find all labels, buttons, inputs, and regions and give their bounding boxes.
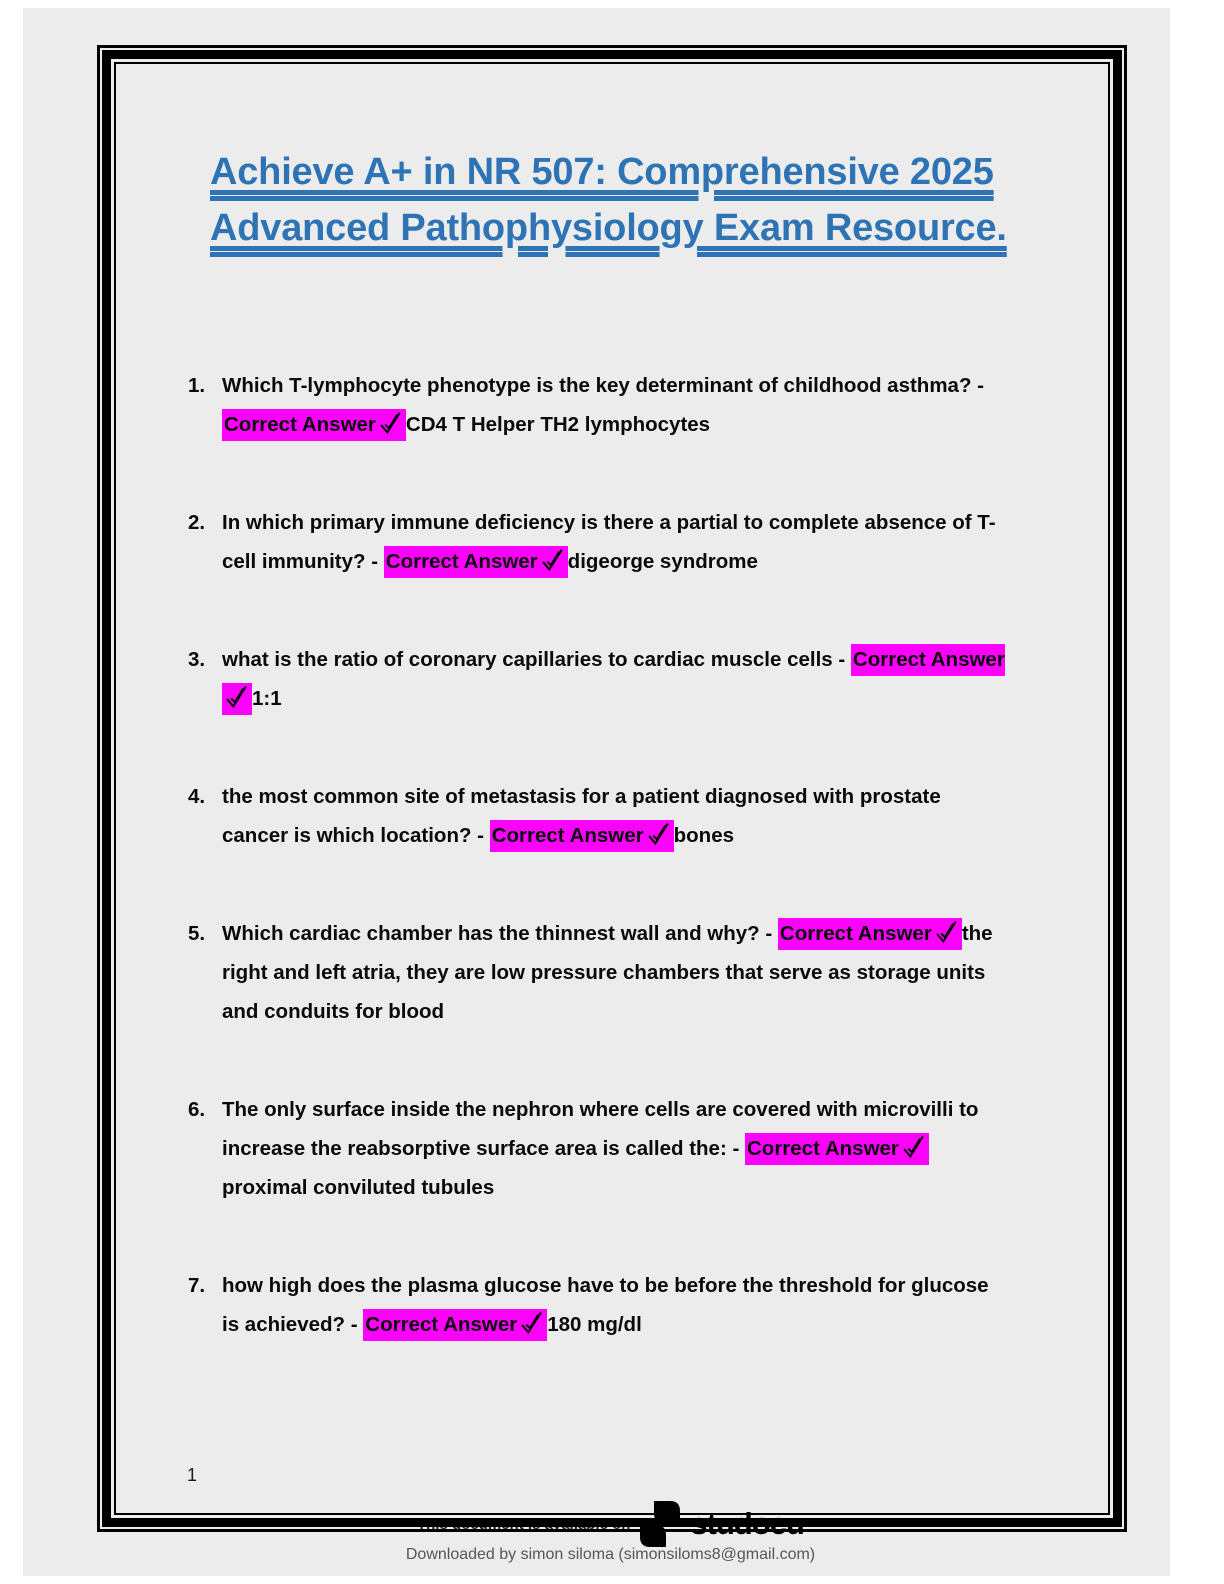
question-number: 3. <box>188 648 206 671</box>
question-number: 6. <box>188 1098 206 1121</box>
answer-text: bones <box>673 824 734 847</box>
double-check-icon <box>647 821 672 848</box>
studocu-wordmark: studocu <box>690 1506 804 1541</box>
correct-answer-highlight <box>384 546 568 578</box>
answer-text: the right and left atria, they are low pressure chambers that serve as storage units and conduits for blood <box>222 922 993 1023</box>
question-number: 1. <box>188 374 206 397</box>
document-content <box>116 64 1108 1513</box>
double-check-icon <box>520 1310 545 1337</box>
answer-text: 1:1 <box>252 687 282 710</box>
frame-inner-border <box>114 62 1110 1515</box>
correct-answer-label: Correct Answer <box>385 550 538 573</box>
questions-list <box>187 366 1048 1344</box>
document-frame <box>97 45 1127 1532</box>
answer-text: proximal conviluted tubules <box>222 1176 495 1199</box>
answer-text: digeorge syndrome <box>567 550 758 573</box>
title-spacer <box>187 136 1048 366</box>
question-item <box>187 914 1009 1031</box>
question-item <box>187 1266 1009 1344</box>
double-check-icon <box>935 919 960 946</box>
available-on-text: This document is available on <box>417 1515 631 1533</box>
correct-answer-highlight <box>778 918 962 950</box>
answer-text: 180 mg/dl <box>547 1313 642 1336</box>
correct-answer-label: Correct Answer <box>224 413 376 436</box>
answer-text: CD4 T Helper TH2 lymphocytes <box>405 413 711 436</box>
document-title: Achieve A+ in NR 507: Comprehensive 2025 Advanced Pathophysiology Exam Resource. <box>210 151 1007 249</box>
question-text: Which cardiac chamber has the thinnest wall and why? - <box>222 922 773 945</box>
correct-answer-label: Correct Answer <box>747 1137 899 1160</box>
question-text: The only surface inside the nephron where cells are covered with microvilli to increase the reabsorptive surface area is called the: - <box>222 1098 979 1160</box>
correct-answer-highlight <box>222 409 406 441</box>
double-check-icon <box>541 547 566 574</box>
question-item <box>187 1090 1009 1207</box>
double-check-icon <box>902 1134 927 1161</box>
page-number: 1 <box>187 1465 198 1485</box>
correct-answer-label: Correct Answer <box>491 824 644 847</box>
double-check-icon <box>225 684 250 711</box>
correct-answer-highlight <box>745 1133 929 1165</box>
question-item <box>187 503 1009 581</box>
question-text: the most common site of metastasis for a patient diagnosed with prostate cancer is which location? - <box>222 785 941 847</box>
question-text: In which primary immune deficiency is there a partial to complete absence of T-cell immunity? - <box>222 511 996 573</box>
correct-answer-label: Correct Answer <box>365 1313 518 1336</box>
question-number: 4. <box>188 785 206 808</box>
question-text: Which T-lymphocyte phenotype is the key determinant of childhood asthma? - <box>222 374 985 397</box>
question-text: what is the ratio of coronary capillaries to cardiac muscle cells - <box>222 648 846 671</box>
question-item <box>187 640 1009 718</box>
question-number: 7. <box>188 1274 206 1297</box>
frame-thick-border <box>102 50 1122 1527</box>
page-background <box>23 8 1170 1576</box>
double-check-icon <box>379 410 404 437</box>
question-item <box>187 366 1009 444</box>
correct-answer-highlight <box>363 1309 547 1341</box>
correct-answer-label: Correct Answer <box>779 922 932 945</box>
correct-answer-highlight <box>490 820 674 852</box>
question-text: how high does the plasma glucose have to be before the threshold for glucose is achieved? - <box>222 1274 989 1336</box>
question-number: 2. <box>188 511 206 534</box>
correct-answer-label: Correct Answer <box>852 648 1005 671</box>
question-number: 5. <box>188 922 206 945</box>
question-item <box>187 777 1009 855</box>
downloaded-by-note: Downloaded by simon siloma (simonsiloms8@gmail.com) <box>405 1546 816 1563</box>
